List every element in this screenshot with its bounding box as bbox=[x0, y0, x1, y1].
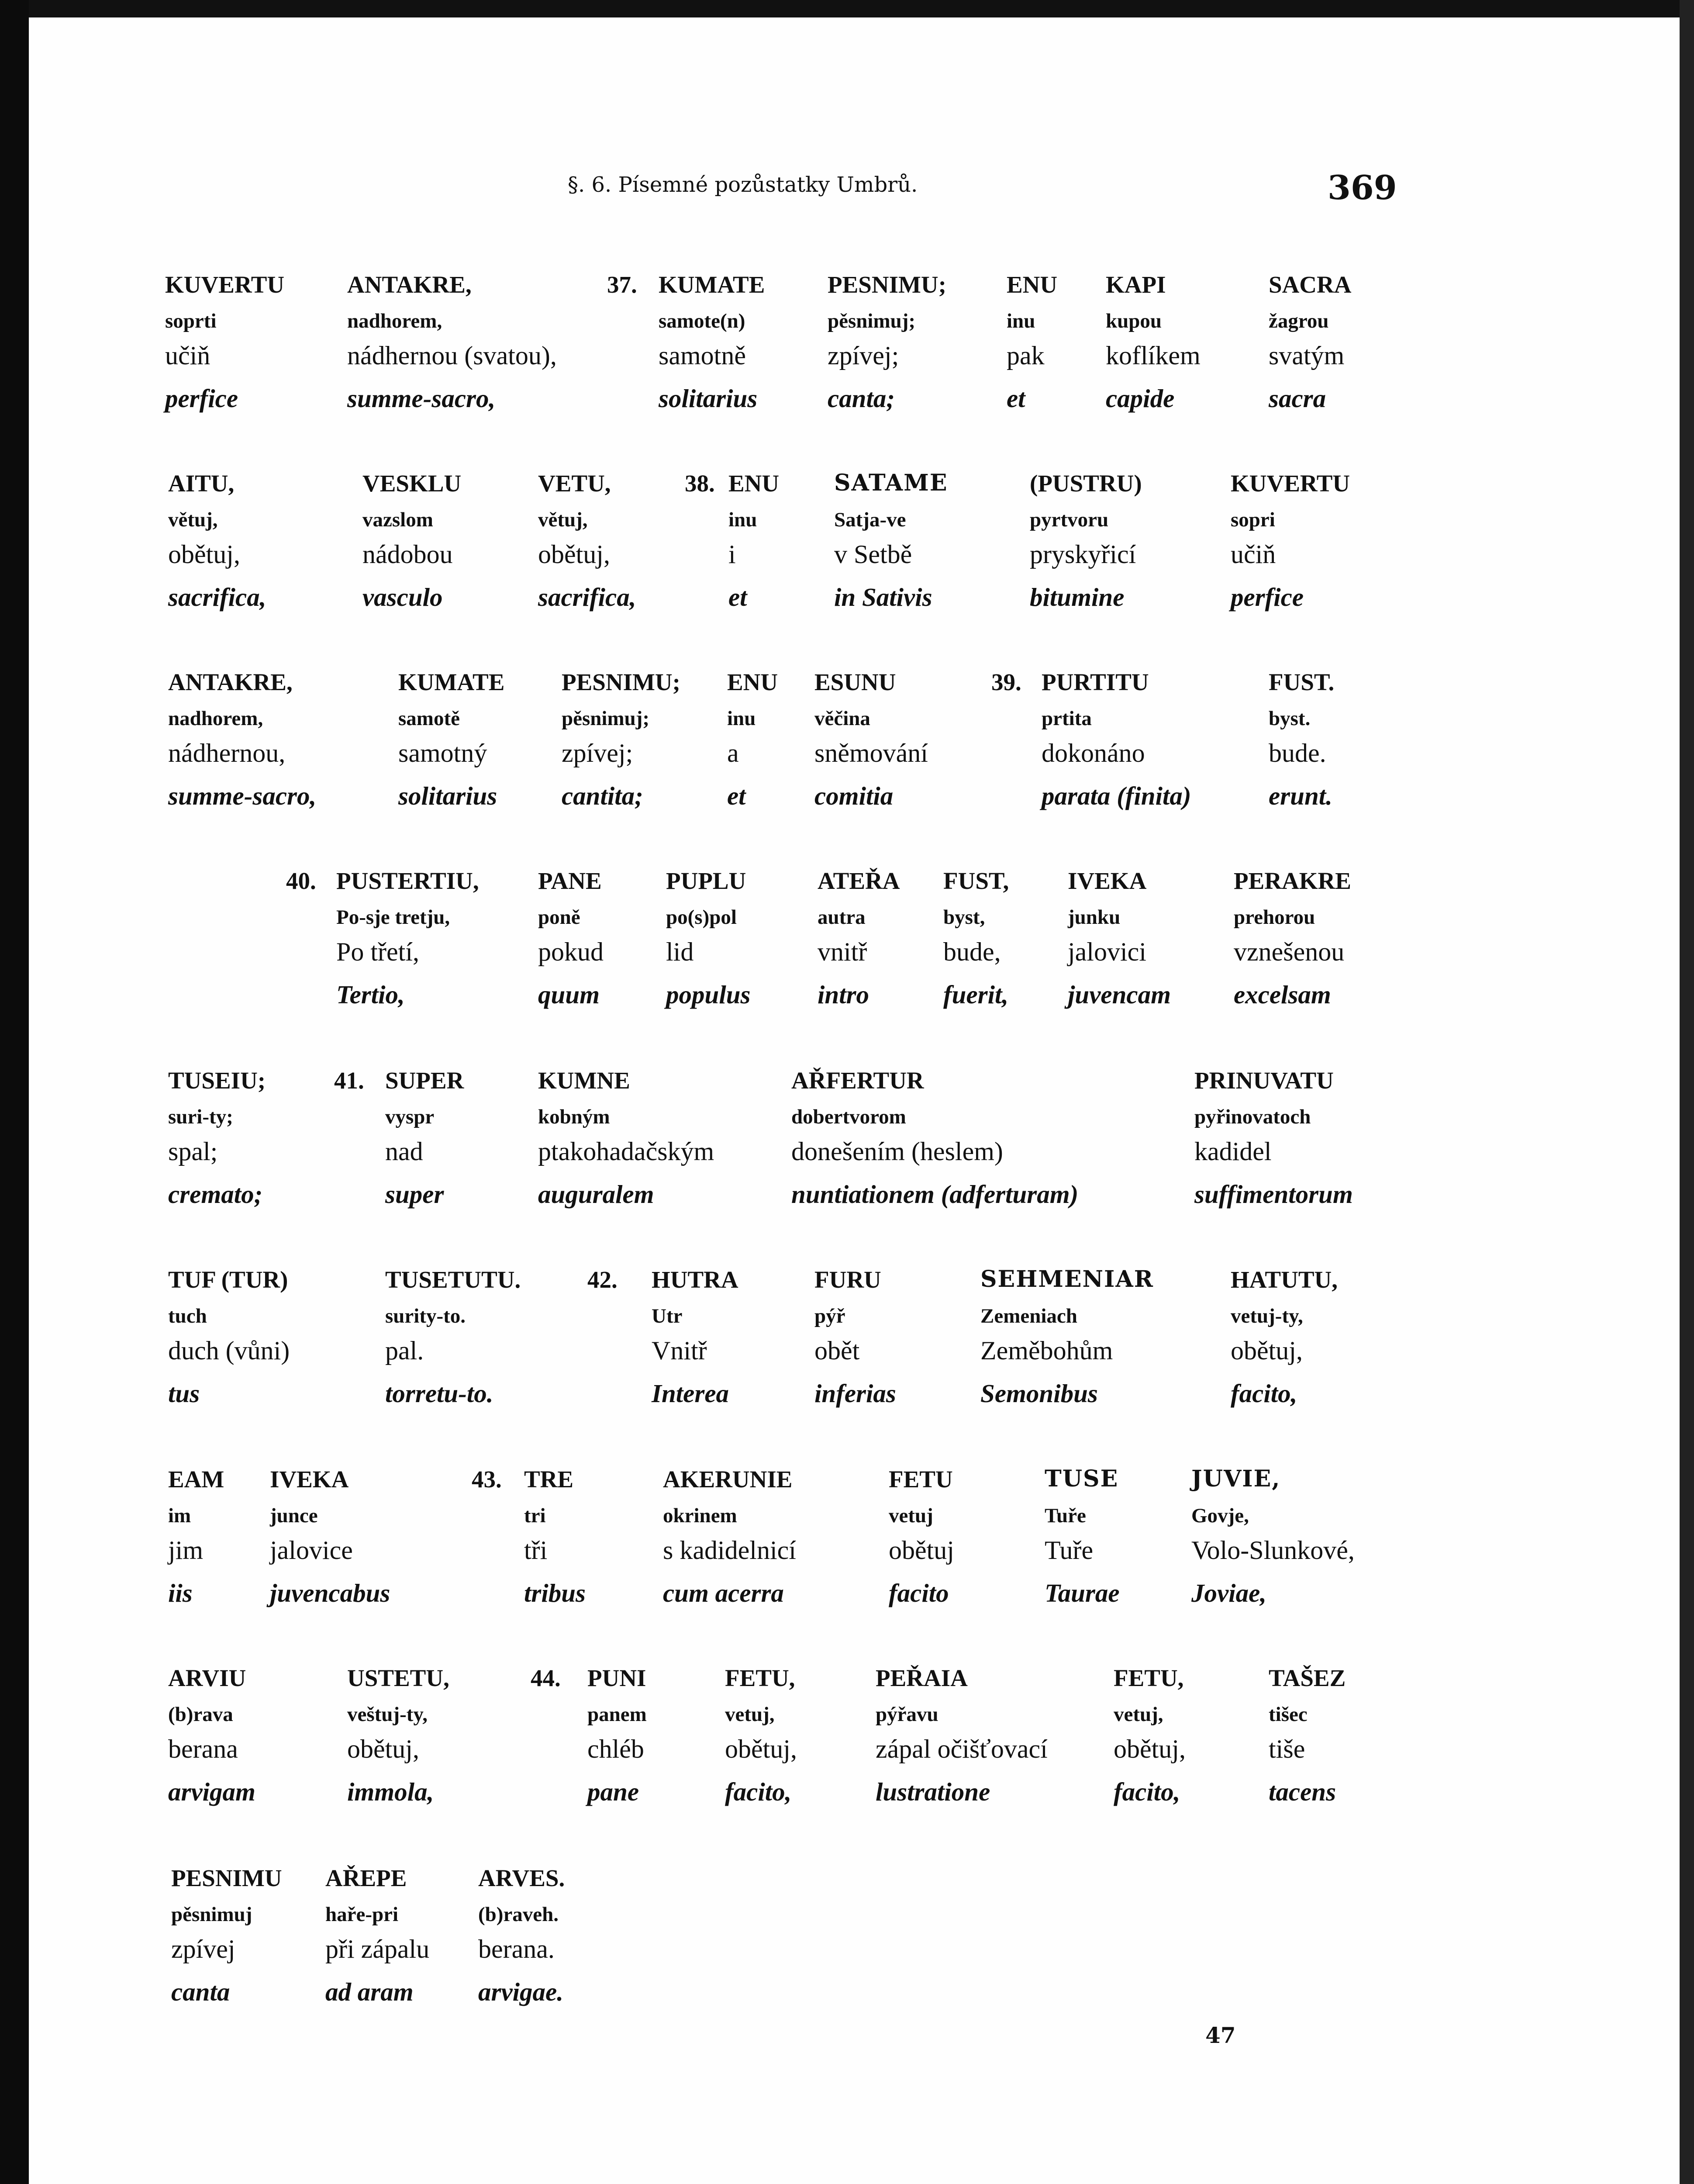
umbrian-word: ENU bbox=[728, 470, 780, 497]
transliteration: prehorou bbox=[1234, 906, 1315, 929]
latin-translation: summe-sacro, bbox=[347, 384, 496, 413]
czech-translation: obětuj, bbox=[347, 1735, 419, 1763]
latin-translation: lustratione bbox=[876, 1777, 990, 1806]
czech-translation: zpívej bbox=[171, 1935, 235, 1963]
transliteration: haře-pri bbox=[325, 1903, 399, 1926]
transliteration: Po-sje tretju, bbox=[336, 906, 450, 929]
latin-translation: juvencam bbox=[1068, 980, 1171, 1009]
umbrian-word: AŘFERTUR bbox=[791, 1067, 924, 1094]
transliteration: Tuře bbox=[1045, 1504, 1086, 1527]
latin-translation: Interea bbox=[652, 1379, 729, 1408]
transliteration: dobertvorom bbox=[791, 1106, 906, 1128]
latin-translation: quum bbox=[538, 980, 600, 1009]
czech-translation: jalovici bbox=[1068, 937, 1146, 966]
latin-translation: Tertio, bbox=[336, 980, 405, 1009]
latin-translation: facito, bbox=[1231, 1379, 1297, 1408]
umbrian-word: KUVERTU bbox=[165, 271, 285, 298]
latin-translation: et bbox=[727, 781, 746, 810]
czech-translation: v Setbě bbox=[834, 540, 912, 569]
transliteration: poně bbox=[538, 906, 580, 929]
czech-translation: nádhernou (svatou), bbox=[347, 341, 557, 370]
transliteration: pyřinovatoch bbox=[1194, 1106, 1311, 1128]
umbrian-word: IVEKA bbox=[1068, 867, 1147, 894]
transliteration: Utr bbox=[652, 1305, 683, 1327]
latin-translation: Taurae bbox=[1045, 1579, 1120, 1607]
latin-translation: iis bbox=[168, 1579, 193, 1607]
umbrian-word: PRINUVATU bbox=[1194, 1067, 1334, 1094]
czech-translation: Tuře bbox=[1045, 1536, 1094, 1565]
czech-translation: obětuj, bbox=[725, 1735, 797, 1763]
umbrian-word: JUVIE, bbox=[1191, 1465, 1281, 1492]
czech-translation: koflíkem bbox=[1106, 341, 1201, 370]
transliteration: im bbox=[168, 1504, 191, 1527]
verse-number: 39. bbox=[991, 669, 1021, 695]
verse-number: 37. bbox=[607, 271, 637, 298]
czech-translation: vnitř bbox=[818, 937, 867, 966]
umbrian-word: TUSE bbox=[1045, 1465, 1119, 1492]
transliteration: junku bbox=[1068, 906, 1121, 929]
verse-number: 41. bbox=[334, 1067, 364, 1094]
latin-translation: sacra bbox=[1269, 384, 1326, 413]
transliteration: Govje, bbox=[1191, 1504, 1249, 1527]
scan-border-top bbox=[0, 0, 1694, 17]
scan-border-left bbox=[0, 0, 29, 2184]
transliteration: suri-ty; bbox=[168, 1106, 233, 1128]
umbrian-word: PERAKRE bbox=[1234, 867, 1351, 894]
czech-translation: zpívej; bbox=[562, 739, 633, 767]
transliteration: vazslom bbox=[362, 508, 433, 531]
latin-translation: capide bbox=[1106, 384, 1175, 413]
czech-translation: učiň bbox=[165, 341, 210, 370]
umbrian-word: SATAME bbox=[834, 470, 948, 496]
verse-number: 43. bbox=[472, 1466, 502, 1493]
transliteration: pyrtvoru bbox=[1030, 508, 1109, 531]
czech-translation: obětuj, bbox=[168, 540, 240, 569]
transliteration: tuch bbox=[168, 1305, 207, 1327]
transliteration: vetuj, bbox=[1114, 1703, 1163, 1726]
transliteration: prtita bbox=[1042, 707, 1092, 730]
latin-translation: in Sativis bbox=[834, 583, 932, 612]
umbrian-word: PESNIMU; bbox=[562, 669, 680, 695]
transliteration: větuj, bbox=[538, 508, 588, 531]
latin-translation: tus bbox=[168, 1379, 200, 1408]
umbrian-word: HUTRA bbox=[652, 1266, 738, 1293]
czech-translation: obět bbox=[814, 1336, 860, 1365]
czech-translation: chléb bbox=[587, 1735, 644, 1763]
czech-translation: dokonáno bbox=[1042, 739, 1145, 767]
umbrian-word: FUST, bbox=[943, 867, 1009, 894]
latin-translation: facito, bbox=[725, 1777, 792, 1806]
czech-translation: duch (vůni) bbox=[168, 1336, 290, 1365]
latin-translation: summe-sacro, bbox=[168, 781, 317, 810]
transliteration: tišec bbox=[1269, 1703, 1308, 1726]
czech-translation: donešením (heslem) bbox=[791, 1137, 1003, 1166]
latin-translation: parata (finita) bbox=[1042, 781, 1191, 810]
latin-translation: sacrifica, bbox=[538, 583, 636, 612]
umbrian-word: TUSEIU; bbox=[168, 1067, 266, 1094]
latin-translation: canta bbox=[171, 1977, 230, 2006]
umbrian-word: PESNIMU bbox=[171, 1865, 282, 1891]
latin-translation: bitumine bbox=[1030, 583, 1125, 612]
latin-translation: cremato; bbox=[168, 1180, 263, 1209]
czech-translation: nádhernou, bbox=[168, 739, 286, 767]
czech-translation: berana bbox=[168, 1735, 238, 1763]
umbrian-word: FURU bbox=[814, 1266, 881, 1293]
transliteration: (b)rava bbox=[168, 1703, 233, 1726]
umbrian-word: ARVIU bbox=[168, 1665, 246, 1691]
latin-translation: suffimentorum bbox=[1194, 1180, 1353, 1209]
umbrian-word: SEHMENIAR bbox=[980, 1266, 1154, 1292]
umbrian-word: PANE bbox=[538, 867, 602, 894]
czech-translation: a bbox=[727, 739, 739, 767]
umbrian-word: KAPI bbox=[1106, 271, 1166, 298]
latin-translation: juvencabus bbox=[270, 1579, 390, 1607]
czech-translation: lid bbox=[666, 937, 694, 966]
czech-translation: kadidel bbox=[1194, 1137, 1272, 1166]
transliteration: inu bbox=[728, 508, 757, 531]
transliteration: sopri bbox=[1231, 508, 1275, 531]
czech-translation: sněmování bbox=[814, 739, 928, 767]
transliteration: pěsnimuj; bbox=[828, 310, 916, 332]
czech-translation: zpívej; bbox=[828, 341, 899, 370]
latin-translation: sacrifica, bbox=[168, 583, 266, 612]
transliteration: nadhorem, bbox=[347, 310, 442, 332]
umbrian-word: PUPLU bbox=[666, 867, 746, 894]
czech-translation: ptakohadačským bbox=[538, 1137, 714, 1166]
czech-translation: vznešenou bbox=[1234, 937, 1345, 966]
transliteration: soprti bbox=[165, 310, 217, 332]
latin-translation: torretu-to. bbox=[385, 1379, 493, 1408]
umbrian-word: PEŘAIA bbox=[876, 1665, 968, 1691]
transliteration: byst, bbox=[943, 906, 985, 929]
umbrian-word: (PUSTRU) bbox=[1030, 470, 1142, 497]
transliteration: inu bbox=[1007, 310, 1035, 332]
latin-translation: et bbox=[1007, 384, 1025, 413]
czech-translation: spal; bbox=[168, 1137, 218, 1166]
umbrian-word: SACRA bbox=[1269, 271, 1352, 298]
transliteration: Satja-ve bbox=[834, 508, 906, 531]
umbrian-word: FUST. bbox=[1269, 669, 1335, 695]
latin-translation: immola, bbox=[347, 1777, 434, 1806]
czech-translation: učiň bbox=[1231, 540, 1276, 569]
latin-translation: perfice bbox=[1231, 583, 1304, 612]
umbrian-word: SUPER bbox=[385, 1067, 464, 1094]
umbrian-word: ATEŘA bbox=[818, 867, 900, 894]
transliteration: samote(n) bbox=[659, 310, 745, 332]
umbrian-word: VESKLU bbox=[362, 470, 462, 497]
umbrian-word: IVEKA bbox=[270, 1466, 349, 1493]
transliteration: autra bbox=[818, 906, 866, 929]
umbrian-word: TUSETUTU. bbox=[385, 1266, 521, 1293]
transliteration: junce bbox=[270, 1504, 318, 1527]
czech-translation: i bbox=[728, 540, 736, 569]
transliteration: pýřavu bbox=[876, 1703, 938, 1726]
latin-translation: cum acerra bbox=[663, 1579, 784, 1607]
umbrian-word: KUMATE bbox=[659, 271, 765, 298]
latin-translation: solitarius bbox=[398, 781, 497, 810]
umbrian-word: PUSTERTIU, bbox=[336, 867, 479, 894]
umbrian-word: TUF (TUR) bbox=[168, 1266, 288, 1293]
transliteration: pěsnimuj; bbox=[562, 707, 650, 730]
transliteration: žagrou bbox=[1269, 310, 1329, 332]
umbrian-word: KUMNE bbox=[538, 1067, 630, 1094]
czech-translation: Vnitř bbox=[652, 1336, 707, 1365]
czech-translation: tři bbox=[524, 1536, 548, 1565]
umbrian-word: FETU, bbox=[1114, 1665, 1184, 1691]
latin-translation: arvigae. bbox=[478, 1977, 563, 2006]
latin-translation: super bbox=[385, 1180, 444, 1209]
latin-translation: excelsam bbox=[1234, 980, 1331, 1009]
latin-translation: Semonibus bbox=[980, 1379, 1098, 1408]
transliteration: kobným bbox=[538, 1106, 610, 1128]
umbrian-word: HATUTU, bbox=[1231, 1266, 1338, 1293]
czech-translation: Volo-Slunkové, bbox=[1191, 1536, 1355, 1565]
czech-translation: při zápalu bbox=[325, 1935, 430, 1963]
czech-translation: berana. bbox=[478, 1935, 555, 1963]
umbrian-word: TAŠEZ bbox=[1269, 1665, 1346, 1691]
czech-translation: pokud bbox=[538, 937, 604, 966]
latin-translation: arvigam bbox=[168, 1777, 255, 1806]
latin-translation: tacens bbox=[1269, 1777, 1336, 1806]
transliteration: (b)raveh. bbox=[478, 1903, 559, 1926]
czech-translation: obětuj, bbox=[538, 540, 610, 569]
latin-translation: solitarius bbox=[659, 384, 758, 413]
umbrian-word: ENU bbox=[727, 669, 778, 695]
umbrian-word: ARVES. bbox=[478, 1865, 565, 1891]
czech-translation: jim bbox=[168, 1536, 204, 1565]
latin-translation: et bbox=[728, 583, 747, 612]
latin-translation: nuntiationem (adferturam) bbox=[791, 1180, 1079, 1209]
transliteration: okrinem bbox=[663, 1504, 737, 1527]
verse-number: 42. bbox=[587, 1266, 618, 1293]
czech-translation: obětuj bbox=[889, 1536, 954, 1565]
czech-translation: samotně bbox=[659, 341, 746, 370]
umbrian-word: ANTAKRE, bbox=[347, 271, 472, 298]
czech-translation: nad bbox=[385, 1137, 423, 1166]
transliteration: kupou bbox=[1106, 310, 1162, 332]
umbrian-word: PURTITU bbox=[1042, 669, 1149, 695]
umbrian-word: PUNI bbox=[587, 1665, 646, 1691]
latin-translation: tribus bbox=[524, 1579, 586, 1607]
transliteration: byst. bbox=[1269, 707, 1311, 730]
umbrian-word: AŘEPE bbox=[325, 1865, 407, 1891]
latin-translation: ad aram bbox=[325, 1977, 414, 2006]
czech-translation: pryskyřicí bbox=[1030, 540, 1136, 569]
czech-translation: svatým bbox=[1269, 341, 1345, 370]
latin-translation: pane bbox=[587, 1777, 639, 1806]
umbrian-word: ANTAKRE, bbox=[168, 669, 293, 695]
latin-translation: canta; bbox=[828, 384, 895, 413]
transliteration: nadhorem, bbox=[168, 707, 263, 730]
umbrian-word: KUMATE bbox=[398, 669, 505, 695]
latin-translation: auguralem bbox=[538, 1180, 654, 1209]
transliteration: inu bbox=[727, 707, 756, 730]
czech-translation: samotný bbox=[398, 739, 487, 767]
czech-translation: nádobou bbox=[362, 540, 453, 569]
czech-translation: pal. bbox=[385, 1336, 424, 1365]
transliteration: pýř bbox=[814, 1305, 845, 1327]
latin-translation: cantita; bbox=[562, 781, 643, 810]
czech-translation: jalovice bbox=[270, 1536, 353, 1565]
umbrian-word: AITU, bbox=[168, 470, 235, 497]
latin-translation: vasculo bbox=[362, 583, 443, 612]
umbrian-word: FETU bbox=[889, 1466, 953, 1493]
transliteration: vetuj bbox=[889, 1504, 933, 1527]
transliteration: Zemeniach bbox=[980, 1305, 1077, 1327]
czech-translation: Zeměbohům bbox=[980, 1336, 1113, 1365]
umbrian-word: EAM bbox=[168, 1466, 224, 1493]
page-number: 369 bbox=[1328, 168, 1397, 207]
czech-translation: s kadidelnicí bbox=[663, 1536, 796, 1565]
czech-translation: bude, bbox=[943, 937, 1001, 966]
umbrian-word: PESNIMU; bbox=[828, 271, 946, 298]
umbrian-word: VETU, bbox=[538, 470, 611, 497]
czech-translation: obětuj, bbox=[1114, 1735, 1186, 1763]
transliteration: věčina bbox=[814, 707, 870, 730]
verse-number: 38. bbox=[685, 470, 715, 497]
czech-translation: Po třetí, bbox=[336, 937, 419, 966]
transliteration: větuj, bbox=[168, 508, 218, 531]
latin-translation: inferias bbox=[814, 1379, 896, 1408]
latin-translation: Joviae, bbox=[1191, 1579, 1267, 1607]
latin-translation: erunt. bbox=[1269, 781, 1332, 810]
umbrian-word: USTETU, bbox=[347, 1665, 449, 1691]
transliteration: veštuj-ty, bbox=[347, 1703, 428, 1726]
czech-translation: zápal očišťovací bbox=[876, 1735, 1048, 1763]
transliteration: panem bbox=[587, 1703, 647, 1726]
scan-border-right bbox=[1680, 0, 1694, 2184]
latin-translation: populus bbox=[666, 980, 751, 1009]
umbrian-word: TRE bbox=[524, 1466, 574, 1493]
latin-translation: perfice bbox=[165, 384, 238, 413]
latin-translation: fuerit, bbox=[943, 980, 1009, 1009]
transliteration: vetuj-ty, bbox=[1231, 1305, 1303, 1327]
umbrian-word: KUVERTU bbox=[1231, 470, 1350, 497]
latin-translation: comitia bbox=[814, 781, 894, 810]
transliteration: samotě bbox=[398, 707, 460, 730]
umbrian-word: ENU bbox=[1007, 271, 1058, 298]
signature-mark: 47 bbox=[1205, 2022, 1236, 2048]
verse-number: 40. bbox=[286, 867, 316, 894]
transliteration: vetuj, bbox=[725, 1703, 775, 1726]
latin-translation: facito, bbox=[1114, 1777, 1180, 1806]
czech-translation: obětuj, bbox=[1231, 1336, 1303, 1365]
transliteration: tri bbox=[524, 1504, 546, 1527]
running-head: §. 6. Písemné pozůstatky Umbrů. bbox=[568, 173, 918, 197]
umbrian-word: FETU, bbox=[725, 1665, 795, 1691]
transliteration: surity-to. bbox=[385, 1305, 466, 1327]
transliteration: pěsnimuj bbox=[171, 1903, 252, 1926]
transliteration: vyspr bbox=[385, 1106, 435, 1128]
czech-translation: pak bbox=[1007, 341, 1045, 370]
latin-translation: intro bbox=[818, 980, 869, 1009]
czech-translation: bude. bbox=[1269, 739, 1326, 767]
czech-translation: tiše bbox=[1269, 1735, 1305, 1763]
umbrian-word: AKERUNIE bbox=[663, 1466, 793, 1493]
verse-number: 44. bbox=[531, 1665, 561, 1691]
latin-translation: facito bbox=[889, 1579, 949, 1607]
transliteration: po(s)pol bbox=[666, 906, 737, 929]
umbrian-word: ESUNU bbox=[814, 669, 896, 695]
